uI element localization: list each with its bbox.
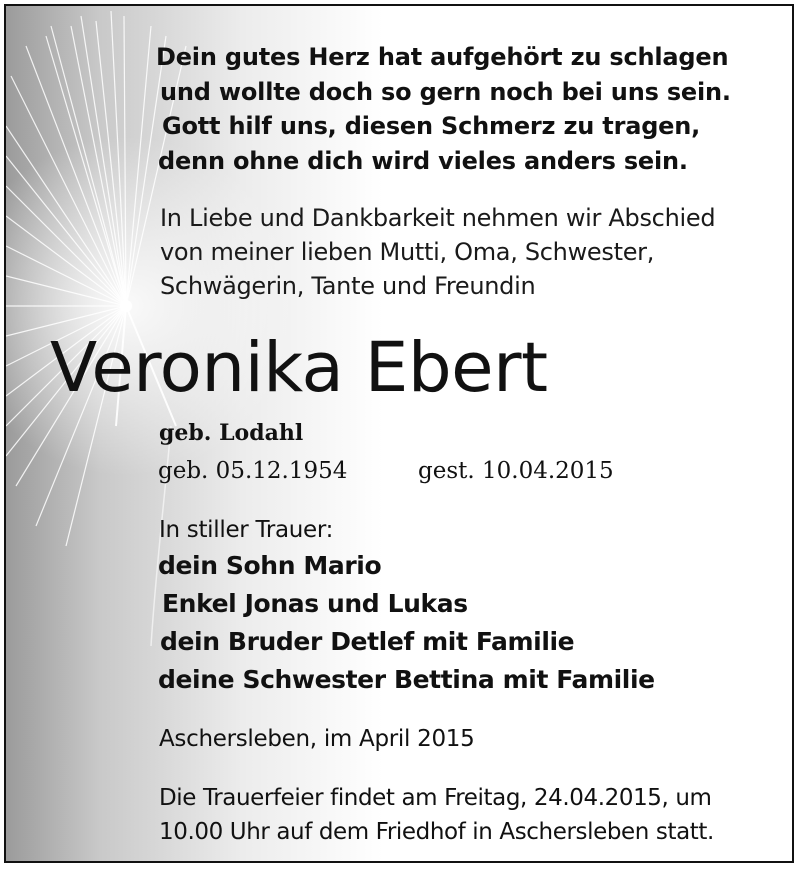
- funeral-line: 10.00 Uhr auf dem Friedhof in Aschersleben statt.: [159, 819, 714, 845]
- verse-line: Gott hilf uns, diesen Schmerz zu tragen,: [162, 112, 701, 140]
- place-date: Aschersleben, im April 2015: [159, 726, 475, 752]
- death-date: gest. 10.04.2015: [418, 458, 614, 484]
- mourner-item: dein Bruder Detlef mit Familie: [160, 627, 575, 656]
- farewell-text: [160, 201, 715, 303]
- farewell-line: von meiner lieben Mutti, Oma, Schwester,: [160, 238, 655, 266]
- funeral-line: Die Trauerfeier findet am Freitag, 24.04.2015, um: [159, 785, 712, 811]
- farewell-line: Schwägerin, Tante und Freundin: [160, 272, 536, 300]
- mourners-list: [158, 547, 655, 699]
- verse-line: Dein gutes Herz hat aufgehört zu schlagen: [156, 43, 729, 71]
- verse-line: und wollte doch so gern noch bei uns sein.: [160, 77, 731, 106]
- farewell-line: In Liebe und Dankbarkeit nehmen wir Abschied: [160, 204, 716, 232]
- memorial-verse: [156, 40, 731, 178]
- mourner-item: deine Schwester Bettina mit Familie: [158, 665, 655, 694]
- funeral-info: [159, 781, 714, 849]
- mourner-item: dein Sohn Mario: [158, 551, 382, 580]
- mourner-item: Enkel Jonas und Lukas: [162, 589, 468, 618]
- birth-date: geb. 05.12.1954: [158, 458, 348, 484]
- maiden-name: geb. Lodahl: [159, 420, 304, 446]
- deceased-name: Veronika Ebert: [50, 328, 548, 408]
- verse-line: denn ohne dich wird vieles anders sein.: [158, 146, 688, 175]
- obituary-notice: [4, 4, 794, 863]
- mourners-heading: In stiller Trauer:: [159, 517, 334, 543]
